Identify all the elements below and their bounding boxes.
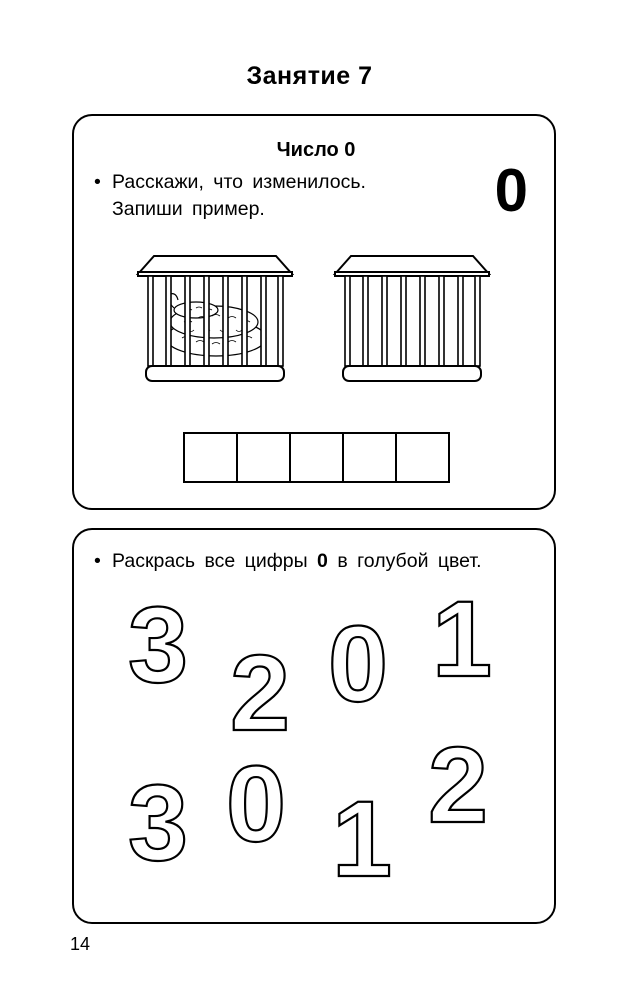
digit-3[interactable]: 3 xyxy=(128,584,189,705)
digit-1[interactable]: 1 xyxy=(332,778,393,899)
number-zero-card xyxy=(72,114,556,510)
bullet: • xyxy=(94,550,101,572)
bullet: • xyxy=(94,171,101,193)
task-instruction xyxy=(94,169,366,223)
answer-boxes[interactable] xyxy=(183,432,450,483)
lesson-title: Занятие 7 xyxy=(246,62,373,90)
answer-box[interactable] xyxy=(238,434,291,481)
digit-2[interactable]: 2 xyxy=(428,724,489,845)
answer-box[interactable] xyxy=(291,434,344,481)
empty-cage xyxy=(331,252,491,386)
task-text-before: Раскрась все цифры xyxy=(112,550,308,572)
color-digits-card xyxy=(72,528,556,924)
card-title: Число 0 xyxy=(276,139,356,161)
digit-2[interactable]: 2 xyxy=(230,632,291,753)
answer-box[interactable] xyxy=(397,434,448,481)
task-line-2: Запиши пример. xyxy=(112,198,265,220)
task-line-1: Расскажи, что изменилось. xyxy=(112,171,366,193)
answer-box[interactable] xyxy=(344,434,397,481)
digit-1[interactable]: 1 xyxy=(432,578,493,699)
snake-icon xyxy=(166,294,266,356)
answer-box[interactable] xyxy=(185,434,238,481)
digit-3[interactable]: 3 xyxy=(128,762,189,883)
big-number-zero: 0 xyxy=(494,157,528,224)
task-digit: 0 xyxy=(317,550,328,572)
page-number: 14 xyxy=(70,934,91,954)
cage-with-snake xyxy=(134,252,294,386)
digit-0[interactable]: 0 xyxy=(328,603,389,724)
digits-to-color xyxy=(74,530,558,926)
digit-0[interactable]: 0 xyxy=(226,743,287,864)
task-text-after: в голубой цвет. xyxy=(337,550,482,572)
